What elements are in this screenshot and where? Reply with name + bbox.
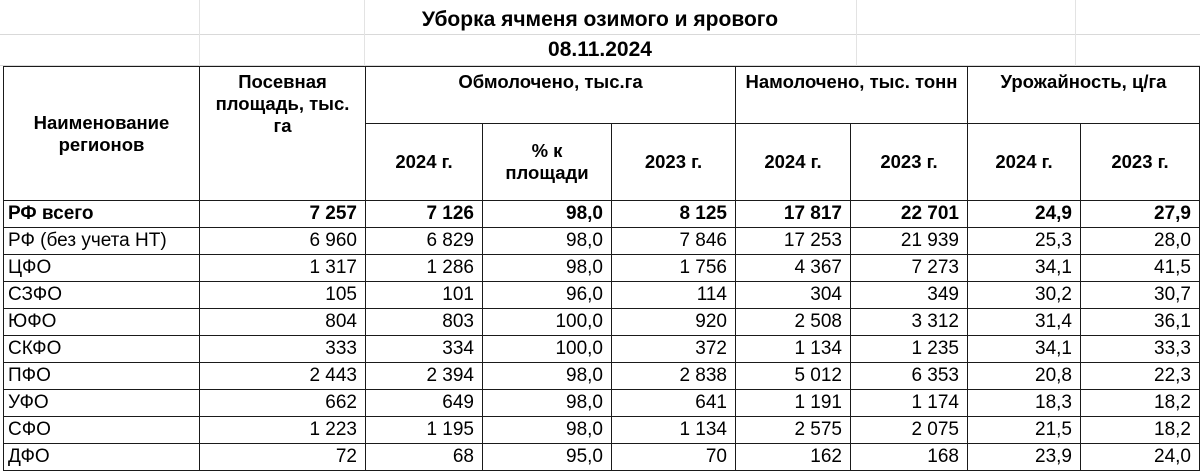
table-row [4, 201, 1200, 228]
harvested-2024-cell: 17 253 [736, 228, 851, 255]
threshed-2024-cell: 1 195 [366, 417, 483, 444]
sown-area-cell: 662 [200, 390, 366, 417]
yield-2023-cell: 18,2 [1081, 417, 1200, 444]
yield-2023-cell: 41,5 [1081, 255, 1200, 282]
threshed-2024-cell: 2 394 [366, 363, 483, 390]
harvested-2024-cell: 2 508 [736, 309, 851, 336]
threshed-2024-cell: 68 [366, 444, 483, 471]
threshed-2024-cell: 7 126 [366, 201, 483, 228]
threshed-2023-cell: 1 756 [612, 255, 736, 282]
header-sown-area: Посевная площадь, тыс. га [200, 67, 366, 201]
harvested-2023-cell: 349 [851, 282, 968, 309]
sown-area-cell: 7 257 [200, 201, 366, 228]
region-name-cell: РФ (без учета НТ) [4, 228, 200, 255]
yield-2024-cell: 34,1 [968, 336, 1081, 363]
header-threshed: Обмолочено, тыс.га [366, 67, 736, 124]
table-row [4, 228, 1200, 255]
table-row [4, 255, 1200, 282]
harvested-2023-cell: 6 353 [851, 363, 968, 390]
yield-2024-cell: 18,3 [968, 390, 1081, 417]
header-harvested-2024: 2024 г. [736, 124, 851, 201]
header-harvested: Намолочено, тыс. тонн [736, 67, 968, 124]
sown-area-cell: 72 [200, 444, 366, 471]
sown-area-cell: 2 443 [200, 363, 366, 390]
barley-harvest-table [3, 66, 1200, 471]
header-threshed-2024: 2024 г. [366, 124, 483, 201]
threshed-pct-cell: 100,0 [483, 336, 612, 363]
header-yield: Урожайность, ц/га [968, 67, 1200, 124]
yield-2024-cell: 30,2 [968, 282, 1081, 309]
table-row [4, 282, 1200, 309]
header-threshed-2023: 2023 г. [612, 124, 736, 201]
harvested-2023-cell: 3 312 [851, 309, 968, 336]
harvested-2024-cell: 304 [736, 282, 851, 309]
harvested-2024-cell: 1 134 [736, 336, 851, 363]
threshed-2023-cell: 920 [612, 309, 736, 336]
harvested-2024-cell: 5 012 [736, 363, 851, 390]
table-row [4, 390, 1200, 417]
threshed-pct-cell: 98,0 [483, 363, 612, 390]
threshed-pct-cell: 98,0 [483, 417, 612, 444]
harvested-2024-cell: 4 367 [736, 255, 851, 282]
region-name-cell: РФ всего [4, 201, 200, 228]
yield-2023-cell: 30,7 [1081, 282, 1200, 309]
yield-2023-cell: 18,2 [1081, 390, 1200, 417]
threshed-2024-cell: 334 [366, 336, 483, 363]
region-name-cell: СКФО [4, 336, 200, 363]
table-row [4, 309, 1200, 336]
table-row [4, 336, 1200, 363]
header-yield-2024: 2024 г. [968, 124, 1081, 201]
sown-area-cell: 6 960 [200, 228, 366, 255]
threshed-2024-cell: 803 [366, 309, 483, 336]
region-name-cell: ЮФО [4, 309, 200, 336]
header-yield-2023: 2023 г. [1081, 124, 1200, 201]
threshed-pct-cell: 100,0 [483, 309, 612, 336]
yield-2023-cell: 36,1 [1081, 309, 1200, 336]
harvested-2023-cell: 21 939 [851, 228, 968, 255]
sown-area-cell: 1 223 [200, 417, 366, 444]
harvested-2023-cell: 168 [851, 444, 968, 471]
threshed-2023-cell: 641 [612, 390, 736, 417]
harvested-2023-cell: 1 235 [851, 336, 968, 363]
table-row [4, 417, 1200, 444]
region-name-cell: СФО [4, 417, 200, 444]
table-row [4, 363, 1200, 390]
yield-2024-cell: 34,1 [968, 255, 1081, 282]
harvested-2024-cell: 162 [736, 444, 851, 471]
header-threshed-pct: % к площади [483, 124, 612, 201]
threshed-pct-cell: 98,0 [483, 201, 612, 228]
region-name-cell: СЗФО [4, 282, 200, 309]
yield-2024-cell: 21,5 [968, 417, 1081, 444]
threshed-2023-cell: 8 125 [612, 201, 736, 228]
threshed-2024-cell: 6 829 [366, 228, 483, 255]
harvested-2023-cell: 2 075 [851, 417, 968, 444]
region-name-cell: УФО [4, 390, 200, 417]
threshed-pct-cell: 98,0 [483, 228, 612, 255]
sown-area-cell: 333 [200, 336, 366, 363]
harvested-2023-cell: 22 701 [851, 201, 968, 228]
table-date: 08.11.2024 [548, 38, 652, 61]
yield-2024-cell: 31,4 [968, 309, 1081, 336]
threshed-pct-cell: 98,0 [483, 390, 612, 417]
yield-2024-cell: 20,8 [968, 363, 1081, 390]
sown-area-cell: 105 [200, 282, 366, 309]
yield-2024-cell: 24,9 [968, 201, 1081, 228]
header-region: Наименование регионов [4, 67, 200, 201]
threshed-2024-cell: 649 [366, 390, 483, 417]
threshed-2023-cell: 70 [612, 444, 736, 471]
threshed-2024-cell: 101 [366, 282, 483, 309]
sown-area-cell: 804 [200, 309, 366, 336]
sown-area-cell: 1 317 [200, 255, 366, 282]
yield-2023-cell: 33,3 [1081, 336, 1200, 363]
threshed-pct-cell: 95,0 [483, 444, 612, 471]
header-harvested-2023: 2023 г. [851, 124, 968, 201]
threshed-2023-cell: 372 [612, 336, 736, 363]
table-row [4, 444, 1200, 471]
region-name-cell: ПФО [4, 363, 200, 390]
harvested-2023-cell: 1 174 [851, 390, 968, 417]
yield-2023-cell: 24,0 [1081, 444, 1200, 471]
region-name-cell: ЦФО [4, 255, 200, 282]
harvested-2024-cell: 1 191 [736, 390, 851, 417]
threshed-2023-cell: 7 846 [612, 228, 736, 255]
threshed-2024-cell: 1 286 [366, 255, 483, 282]
yield-2024-cell: 23,9 [968, 444, 1081, 471]
table-title: Уборка ячменя озимого и ярового [421, 8, 779, 31]
threshed-2023-cell: 114 [612, 282, 736, 309]
yield-2023-cell: 22,3 [1081, 363, 1200, 390]
yield-2023-cell: 28,0 [1081, 228, 1200, 255]
harvested-2023-cell: 7 273 [851, 255, 968, 282]
threshed-2023-cell: 1 134 [612, 417, 736, 444]
threshed-pct-cell: 98,0 [483, 255, 612, 282]
yield-2024-cell: 25,3 [968, 228, 1081, 255]
region-name-cell: ДФО [4, 444, 200, 471]
threshed-pct-cell: 96,0 [483, 282, 612, 309]
harvested-2024-cell: 2 575 [736, 417, 851, 444]
threshed-2023-cell: 2 838 [612, 363, 736, 390]
harvested-2024-cell: 17 817 [736, 201, 851, 228]
yield-2023-cell: 27,9 [1081, 201, 1200, 228]
